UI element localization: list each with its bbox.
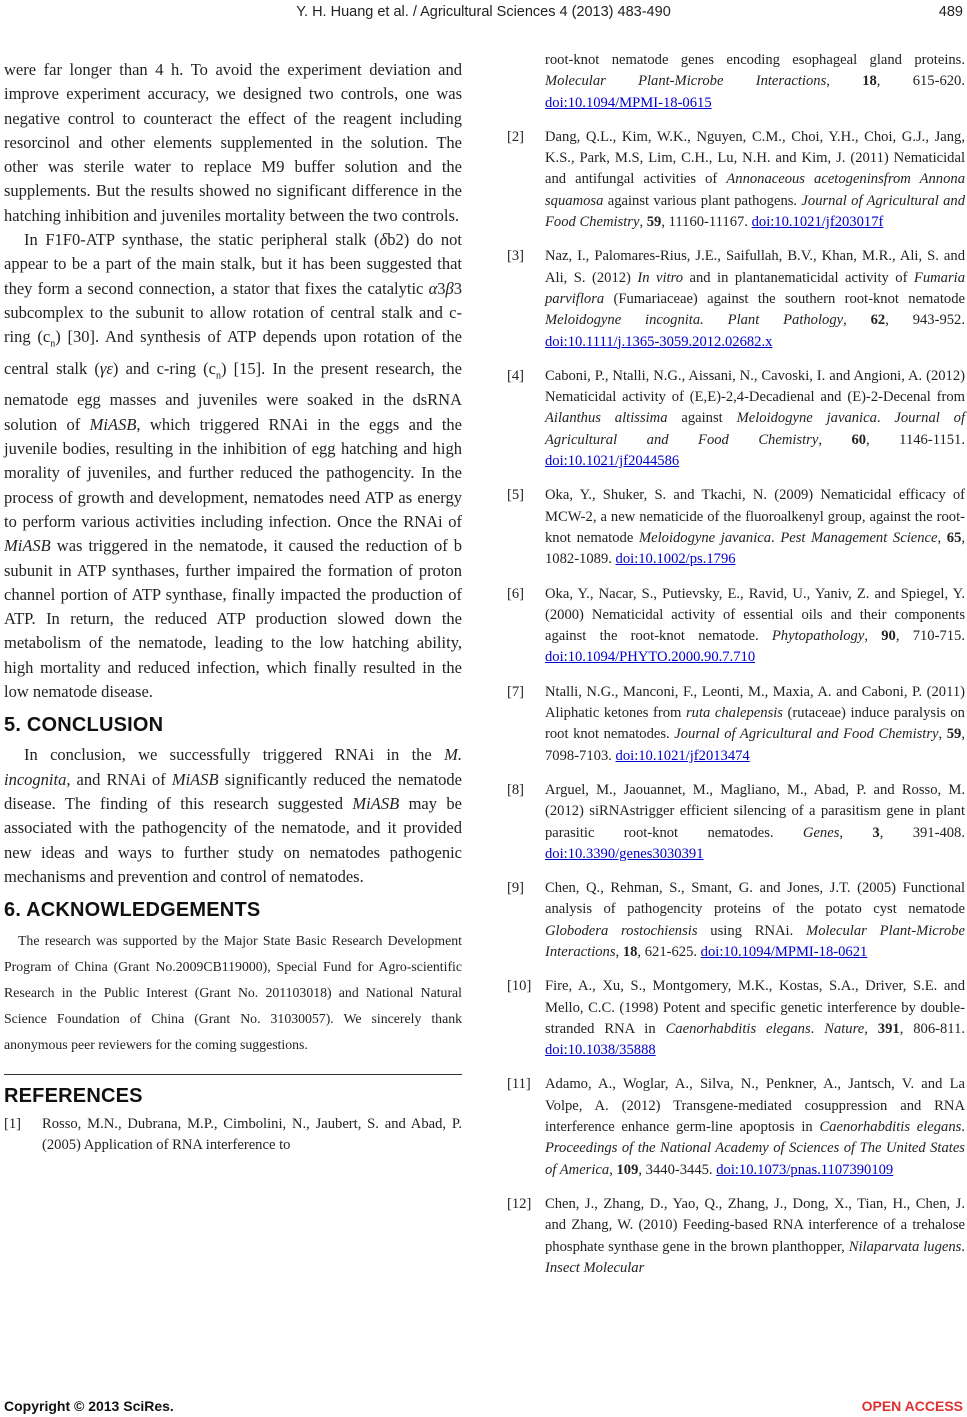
reference-item: [3] Naz, I., Palomares-Rius, J.E., Saifullah, B.V., Khan, M.R., Ali, S. and Ali, S. (2012) In vitro and in plantanematicidal activity of Fumaria parviflora (Fumariaceae) against the southern root-knot nematode Meloidogyne incognita. Plant Pathology, 62, 943-952. doi:10.1111/j.1365-3059.2012.02682.x [507, 248, 965, 350]
discussion-paragraph-2: In F1F0-ATP synthase, the static peripheral stalk (δb2) do not appear to be a part of the main stalk, but it has been suggested that they form a second connection, a stator that fixes the catalytic α3β3 subcomplex to the subunit to allow rotation of central stalk and c-ring $(c_n)$ [30]. And synthesis of ATP depends upon rotation of the central stalk (γε) and c-ring $(c_n)$ [15]. In the present research, the nematode egg masses and juveniles were soaked in the dsRNA solution of MiASB, which triggered RNAi in the eggs and the juvenile bodies, resulting in the inhibition of egg hatching and high morality of juveniles, and further reduced the pathogencity. In the process of growth and development, nematodes need ATP as energy to perform various activities including infection. Once the RNAi of MiASB was triggered in the nematode, it caused the reduction of b subunit in ATP synthases, further impaired the formation of proton channel portion of ATP synthase, finally impacted the production of ATP. In return, the reduced ATP production slowed down the metabolism of the nematode, leading to the low hatching ability, high mortality and reduced infection, which finally resulted in the low nematode disease. [4, 230, 462, 702]
doi-link[interactable]: doi:10.1002/ps.1796 [615, 551, 736, 568]
doi-link[interactable]: doi:10.1094/MPMI-18-0621 [700, 943, 868, 960]
doi-link[interactable]: doi:10.1111/j.1365-3059.2012.02682.x [545, 333, 773, 350]
doi-link[interactable]: doi:10.1021/jf2013474 [615, 747, 750, 764]
reference-item: [10] Fire, A., Xu, S., Montgomery, M.K., Kostas, S.A., Driver, S.E. and Mello, C.C. (1998) Potent and specific genetic interference by double-stranded RNA in Caenorhabditis elegans. Nature, 391, 806-811. doi:10.1038/35888 [507, 978, 966, 1059]
doi-link[interactable]: doi:10.1094/MPMI-18-0615 [545, 94, 712, 111]
section-divider [4, 1074, 462, 1075]
doi-link[interactable]: doi:10.1038/35888 [545, 1042, 656, 1059]
reference-item: [12] Chen, J., Zhang, D., Yao, Q., Zhang, J., Dong, X., Tian, H., Chen, J. and Zhang, W. (2010) Feeding-based RNA interference of a trehalose phosphate synthase gene in the brown planthopper, Nilaparvata lugens. Insect Molecular [507, 1195, 965, 1276]
reference-item: [4] Caboni, P., Ntalli, N.G., Aissani, N., Cavoski, I. and Angioni, A. (2012) Nematicidal activity of (E,E)-2,4-Decadienal and (E)-2-Decenal from Ailanthus altissima against Meloidogyne javanica. Journal of Agricultural and Food Chemistry, 60, 1146-1151. doi:10.1021/jf2044586 [507, 367, 965, 470]
reference-item: [9] Chen, Q., Rehman, S., Smant, G. and Jones, J.T. (2005) Functional analysis of pathogencity proteins of the potato cyst nematode Globodera rostochiensis using RNAi. Molecular Plant-Microbe Interactions, 18, 621-625. doi:10.1094/MPMI-18-0621 [507, 880, 965, 960]
conclusion-heading: 5. CONCLUSION [4, 714, 164, 737]
doi-link[interactable]: doi:10.1021/jf2044586 [545, 453, 680, 470]
acknowledgements-heading: 6. ACKNOWLEDGEMENTS [4, 899, 261, 922]
discussion-paragraph-1: were far longer than 4 h. To avoid the experiment deviation and improve experiment accuracy, we designed two controls, one was negative control to counteract the effect of the reagent including resorcinol and other elements supplemented in the solution. The other was sterile water to replace M9 buffer solution and the supplements. But the results showed no significant difference in the hatching inhibition and juveniles mortality between the two controls. [4, 60, 462, 225]
references-heading: REFERENCES [4, 1085, 143, 1108]
left-column [4, 58, 462, 1157]
right-column [507, 50, 965, 1292]
doi-link[interactable]: doi:10.1021/jf203017f [751, 214, 884, 231]
page-number: 489 [938, 4, 963, 20]
doi-link[interactable]: doi:10.1073/pnas.1107390109 [716, 1161, 894, 1178]
reference-item: [2] Dang, Q.L., Kim, W.K., Nguyen, C.M., Choi, Y.H., Choi, G.J., Jang, K.S., Park, M.S, Lim, C.H., Lu, N.H. and Kim, J. (2011) Nematicidal and antifungal activities of Annonaceous acetogeninsfrom Annona squamosa against various plant pathogens. Journal of Agricultural and Food Chemistry, 59, 11160-11167. doi:10.1021/jf203017f [507, 128, 965, 231]
acknowledgements-text: The research was supported by the Major State Basic Research Development Program of China (Grant No.2009CB119000), Special Fund for Agro-scientific Research in the Public Interest (Grant No. 201103018) and National Natural Science Foundation of China (Grant No. 31030057). We sincerely thank anonymous peer reviewers for the coming suggestions. [4, 933, 462, 1053]
conclusion-paragraph: In conclusion, we successfully triggered RNAi in the M. incognita, and RNAi of MiASB significantly reduced the nematode disease. The finding of this research suggested MiASB may be associated with the pathogencity of the nematode, and it provided new ideas and ways to further study on nematodes pathogenic mechanisms and prevention and control of nematodes. [4, 745, 462, 886]
running-header [0, 4, 967, 20]
reference-item: [1] Rosso, M.N., Dubrana, M.P., Cimbolini, N., Jaubert, S. and Abad, P. (2005) Application of RNA interference to [4, 1116, 462, 1154]
open-access-label: OPEN ACCESS [861, 1398, 963, 1414]
reference-item: [7] Ntalli, N.G., Manconi, F., Leonti, M., Maxia, A. and Caboni, P. (2011) Aliphatic ketones from ruta chalepensis (rutaceae) induce paralysis on root knot nematodes. Journal of Agricultural and Food Chemistry, 59, 7098-7103. doi:10.1021/jf2013474 [507, 683, 965, 764]
reference-item: [5] Oka, Y., Shuker, S. and Tkachi, N. (2009) Nematicidal efficacy of MCW-2, a new nematicide of the fluoroalkenyl group, against the root-knot nematode Meloidogyne javanica. Pest Management Science, 65, 1082-1089. doi:10.1002/ps.1796 [507, 487, 966, 568]
running-title: Y. H. Huang et al. / Agricultural Sciences 4 (2013) 483-490 [296, 4, 671, 20]
doi-link[interactable]: doi:10.1094/PHYTO.2000.90.7.710 [545, 649, 756, 666]
reference-item: [8] Arguel, M., Jaouannet, M., Magliano, M., Abad, P. and Rosso, M. (2012) siRNAstrigger efficient silencing of a parasitism gene in plant parasitic root-knot nematodes. Genes, 3, 391-408. doi:10.3390/genes3030391 [507, 781, 966, 862]
reference-item: [6] Oka, Y., Nacar, S., Putievsky, E., Ravid, U., Yaniv, Z. and Spiegel, Y. (2000) Nematicidal activity of essential oils and their components against the root-knot nematode. Phytopathology, 90, 710-715. doi:10.1094/PHYTO.2000.90.7.710 [507, 585, 966, 666]
reference-item: [11] Adamo, A., Woglar, A., Silva, N., Penkner, A., Jantsch, V. and La Volpe, A. (2012) Transgene-mediated cosuppression and RNA interference enhance germ-line apoptosis in Caenorhabditis elegans. Proceedings of the National Academy of Sciences of The United States of America, 109, 3440-3445. doi:10.1073/pnas.1107390109 [507, 1076, 965, 1178]
copyright-notice: Copyright © 2013 SciRes. [4, 1398, 174, 1414]
reference-item-continued: root-knot nematode genes encoding esophageal gland proteins. Molecular Plant-Microbe Interactions, 18, 615-620. doi:10.1094/MPMI-18-0615 [545, 52, 965, 111]
doi-link[interactable]: doi:10.3390/genes3030391 [545, 845, 704, 862]
reference-list [507, 127, 965, 1279]
